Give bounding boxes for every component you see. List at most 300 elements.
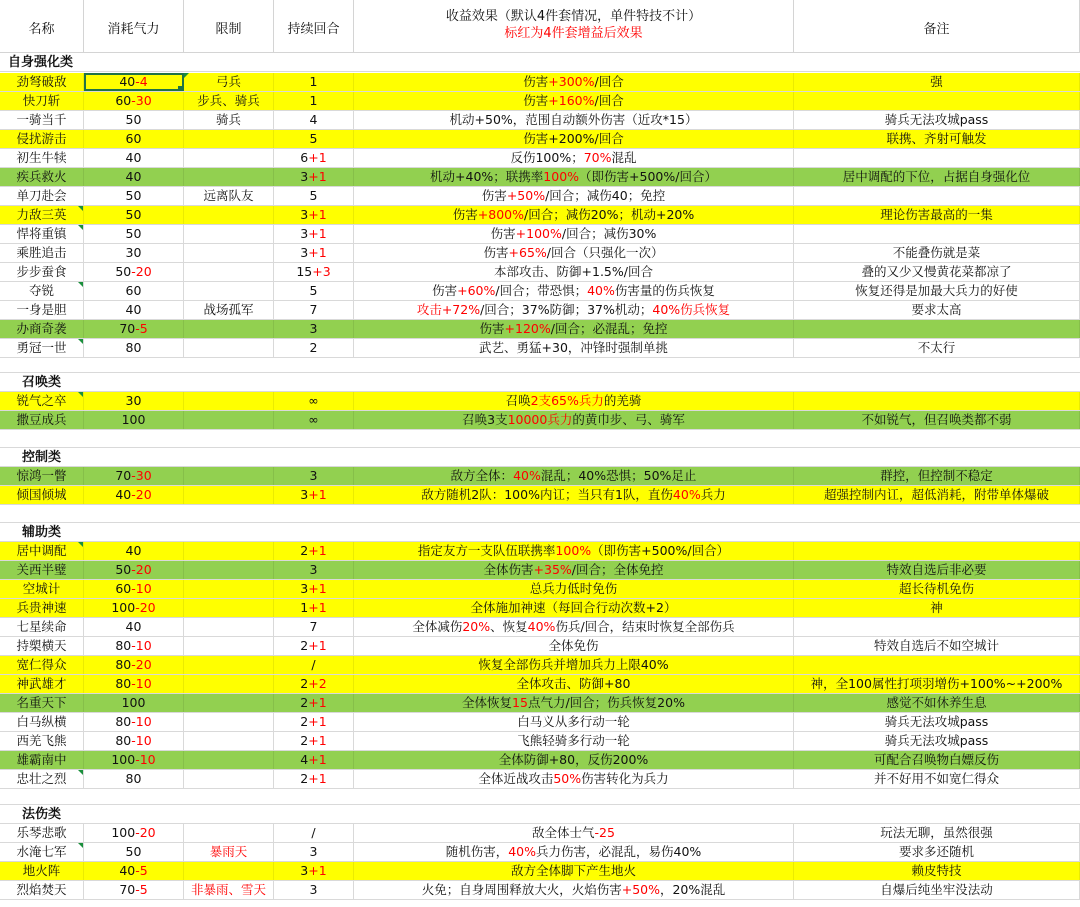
cell-text: 敌方全体脚下产生地火: [510, 863, 636, 878]
cell-duration[interactable]: [274, 881, 354, 899]
cell-effect[interactable]: [354, 73, 794, 91]
cell-cost[interactable]: [84, 149, 184, 167]
table-row[interactable]: [0, 843, 1080, 862]
cell-cost[interactable]: [84, 713, 184, 731]
cell-name[interactable]: [0, 130, 84, 148]
cell-note[interactable]: [794, 301, 1080, 319]
table-row[interactable]: [0, 392, 1080, 411]
cell-name[interactable]: [0, 732, 84, 750]
table-row[interactable]: [0, 111, 1080, 130]
red-bonus-text: 15: [512, 695, 528, 710]
cell-name[interactable]: [0, 694, 84, 712]
cell-name[interactable]: [0, 187, 84, 205]
cell-limit[interactable]: [184, 675, 274, 693]
cell-duration[interactable]: [274, 599, 354, 617]
table-row[interactable]: [0, 881, 1080, 900]
cell-note[interactable]: [794, 282, 1080, 300]
cell-name[interactable]: [0, 339, 84, 357]
col-header-duration[interactable]: 持续回合: [274, 0, 354, 52]
red-bonus-text: -10: [131, 581, 152, 596]
cell-cost[interactable]: [84, 675, 184, 693]
table-row[interactable]: [0, 168, 1080, 187]
cell-text: 伤害: [483, 245, 509, 260]
cell-limit[interactable]: [184, 862, 274, 880]
cell-limit[interactable]: [184, 656, 274, 674]
cell-duration[interactable]: [274, 751, 354, 769]
cell-note[interactable]: [794, 92, 1080, 110]
cell-cost[interactable]: [84, 561, 184, 579]
cell-limit[interactable]: [184, 694, 274, 712]
cell-cost[interactable]: [84, 751, 184, 769]
cell-duration[interactable]: [274, 637, 354, 655]
table-row[interactable]: [0, 862, 1080, 881]
comment-marker-icon[interactable]: [78, 339, 83, 344]
cell-cost[interactable]: [84, 881, 184, 899]
comment-marker-icon[interactable]: [78, 542, 83, 547]
cell-text: 全体施加神速（每回合行动次数+2）: [470, 600, 677, 615]
table-row[interactable]: [0, 618, 1080, 637]
cell-text: 2: [300, 638, 309, 653]
cell-note[interactable]: [794, 675, 1080, 693]
cell-duration[interactable]: [274, 392, 354, 410]
cell-limit[interactable]: [184, 467, 274, 485]
cell-name[interactable]: [0, 411, 84, 429]
cell-note[interactable]: [794, 751, 1080, 769]
cell-effect[interactable]: [354, 824, 794, 842]
cell-note[interactable]: [794, 168, 1080, 186]
cell-note[interactable]: [794, 130, 1080, 148]
cell-note[interactable]: [794, 694, 1080, 712]
cell-effect[interactable]: [354, 599, 794, 617]
cell-effect[interactable]: [354, 637, 794, 655]
comment-marker-icon[interactable]: [78, 843, 83, 848]
cell-effect[interactable]: [354, 675, 794, 693]
cell-effect[interactable]: [354, 149, 794, 167]
cell-effect[interactable]: [354, 130, 794, 148]
table-row[interactable]: [0, 824, 1080, 843]
table-row[interactable]: [0, 206, 1080, 225]
cell-cost[interactable]: [84, 320, 184, 338]
table-row[interactable]: [0, 713, 1080, 732]
cell-note[interactable]: [794, 411, 1080, 429]
cell-effect[interactable]: [354, 301, 794, 319]
cell-duration[interactable]: [274, 862, 354, 880]
table-row[interactable]: [0, 301, 1080, 320]
cell-duration[interactable]: [274, 580, 354, 598]
table-row[interactable]: [0, 187, 1080, 206]
cell-limit[interactable]: [184, 149, 274, 167]
cell-note[interactable]: [794, 73, 1080, 91]
cell-limit[interactable]: [184, 282, 274, 300]
cell-limit[interactable]: [184, 92, 274, 110]
cell-name[interactable]: [0, 92, 84, 110]
cell-effect[interactable]: [354, 542, 794, 560]
cell-name[interactable]: [0, 656, 84, 674]
cell-cost[interactable]: [84, 92, 184, 110]
cell-effect[interactable]: [354, 694, 794, 712]
cell-duration[interactable]: [274, 130, 354, 148]
cell-note[interactable]: [794, 732, 1080, 750]
cell-name[interactable]: [0, 843, 84, 861]
cell-note[interactable]: [794, 599, 1080, 617]
col-header-effect[interactable]: [354, 0, 794, 52]
col-header-cost[interactable]: 消耗气力: [84, 0, 184, 52]
cell-duration[interactable]: [274, 73, 354, 91]
cell-duration[interactable]: [274, 282, 354, 300]
cell-limit[interactable]: [184, 637, 274, 655]
cell-duration[interactable]: [274, 694, 354, 712]
red-bonus-text: -30: [131, 468, 152, 483]
cell-note[interactable]: [794, 263, 1080, 281]
cell-text: 5: [309, 283, 318, 298]
cell-name[interactable]: [0, 467, 84, 485]
cell-name[interactable]: [0, 599, 84, 617]
skill-name: 单刀赴会: [16, 188, 67, 203]
blank-row[interactable]: [0, 789, 1080, 805]
table-row[interactable]: [0, 751, 1080, 770]
cell-effect[interactable]: [354, 486, 794, 504]
cell-text: 伤害转化为兵力: [581, 771, 669, 786]
cell-note[interactable]: [794, 225, 1080, 243]
cell-effect[interactable]: [354, 862, 794, 880]
table-row[interactable]: [0, 599, 1080, 618]
cell-limit[interactable]: [184, 824, 274, 842]
cell-effect[interactable]: [354, 656, 794, 674]
cell-cost[interactable]: [84, 206, 184, 224]
cell-note[interactable]: [794, 392, 1080, 410]
cell-name[interactable]: [0, 206, 84, 224]
cell-effect[interactable]: [354, 467, 794, 485]
note-text: 特效自选后非必要: [886, 562, 987, 577]
cell-name[interactable]: [0, 618, 84, 636]
table-row[interactable]: [0, 73, 1080, 92]
cell-text: 随机伤害，: [445, 844, 509, 859]
cell-cost[interactable]: [84, 542, 184, 560]
cell-effect[interactable]: [354, 713, 794, 731]
cell-cost[interactable]: [84, 486, 184, 504]
cell-cost[interactable]: [84, 301, 184, 319]
comment-marker-icon[interactable]: [78, 206, 83, 211]
cell-note[interactable]: [794, 561, 1080, 579]
cell-name[interactable]: [0, 168, 84, 186]
table-row[interactable]: [0, 770, 1080, 789]
cell-effect[interactable]: [354, 561, 794, 579]
cell-limit[interactable]: [184, 411, 274, 429]
cell-name[interactable]: [0, 824, 84, 842]
cell-name[interactable]: [0, 320, 84, 338]
cell-name[interactable]: [0, 225, 84, 243]
table-row[interactable]: [0, 339, 1080, 358]
cell-effect[interactable]: [354, 618, 794, 636]
cell-note[interactable]: [794, 339, 1080, 357]
cell-limit[interactable]: [184, 542, 274, 560]
note-text: 要求多还随机: [898, 844, 974, 859]
cell-note[interactable]: [794, 111, 1080, 129]
cell-limit[interactable]: [184, 225, 274, 243]
cell-duration[interactable]: [274, 301, 354, 319]
section-self-buff[interactable]: [0, 53, 1080, 72]
cell-note[interactable]: [794, 770, 1080, 788]
cell-effect[interactable]: [354, 732, 794, 750]
table-row[interactable]: [0, 656, 1080, 675]
cell-note[interactable]: [794, 206, 1080, 224]
cell-name[interactable]: [0, 637, 84, 655]
cell-duration[interactable]: [274, 467, 354, 485]
cell-name[interactable]: [0, 73, 84, 91]
cell-duration[interactable]: [274, 675, 354, 693]
blank-row[interactable]: [0, 505, 1080, 523]
cell-cost[interactable]: [84, 168, 184, 186]
cell-effect[interactable]: [354, 770, 794, 788]
cell-duration[interactable]: [274, 843, 354, 861]
cell-effect[interactable]: [354, 320, 794, 338]
table-row[interactable]: [0, 675, 1080, 694]
cell-effect[interactable]: [354, 580, 794, 598]
cell-name[interactable]: [0, 881, 84, 899]
section-magic[interactable]: [0, 805, 1080, 824]
cell-cost[interactable]: [84, 656, 184, 674]
red-bonus-text: -4: [135, 74, 148, 89]
cell-cost[interactable]: [84, 411, 184, 429]
cell-note[interactable]: [794, 862, 1080, 880]
cell-limit[interactable]: [184, 770, 274, 788]
table-row[interactable]: [0, 244, 1080, 263]
cell-effect[interactable]: [354, 282, 794, 300]
red-bonus-text: +1: [308, 752, 327, 767]
cell-note[interactable]: [794, 824, 1080, 842]
cell-name[interactable]: [0, 770, 84, 788]
table-row[interactable]: [0, 561, 1080, 580]
cell-cost[interactable]: [84, 225, 184, 243]
cell-duration[interactable]: [274, 92, 354, 110]
cell-limit[interactable]: [184, 301, 274, 319]
cell-note[interactable]: [794, 843, 1080, 861]
cell-note[interactable]: [794, 467, 1080, 485]
cell-effect[interactable]: [354, 843, 794, 861]
cell-name[interactable]: [0, 675, 84, 693]
cell-note[interactable]: [794, 486, 1080, 504]
cell-limit[interactable]: [184, 244, 274, 262]
cell-effect[interactable]: [354, 111, 794, 129]
cell-limit[interactable]: [184, 339, 274, 357]
cell-effect[interactable]: [354, 225, 794, 243]
cell-cost[interactable]: [84, 618, 184, 636]
cell-duration[interactable]: [274, 732, 354, 750]
cell-cost[interactable]: [84, 843, 184, 861]
cell-text: 2: [300, 733, 309, 748]
cell-limit[interactable]: [184, 263, 274, 281]
cell-limit[interactable]: [184, 111, 274, 129]
cell-limit[interactable]: [184, 320, 274, 338]
cell-limit[interactable]: [184, 599, 274, 617]
cell-name[interactable]: [0, 244, 84, 262]
cell-text: 3: [309, 882, 318, 897]
table-row[interactable]: [0, 92, 1080, 111]
col-header-name[interactable]: 名称: [0, 0, 84, 52]
cell-cost[interactable]: [84, 862, 184, 880]
cell-duration[interactable]: [274, 713, 354, 731]
cell-duration[interactable]: [274, 168, 354, 186]
cell-limit[interactable]: [184, 881, 274, 899]
cell-note[interactable]: [794, 656, 1080, 674]
cell-cost[interactable]: [84, 339, 184, 357]
cell-name[interactable]: [0, 486, 84, 504]
blank-row[interactable]: [0, 358, 1080, 373]
cell-effect[interactable]: [354, 92, 794, 110]
section-label: 控制类: [22, 450, 62, 465]
col-header-limit[interactable]: 限制: [184, 0, 274, 52]
cell-cost[interactable]: [84, 282, 184, 300]
cell-effect[interactable]: [354, 206, 794, 224]
cell-limit[interactable]: [184, 751, 274, 769]
cell-name[interactable]: [0, 561, 84, 579]
cell-limit[interactable]: [184, 732, 274, 750]
cell-duration[interactable]: [274, 320, 354, 338]
cell-cost[interactable]: [84, 392, 184, 410]
cell-limit[interactable]: [184, 580, 274, 598]
cell-cost[interactable]: [84, 824, 184, 842]
cell-effect[interactable]: [354, 881, 794, 899]
cell-note[interactable]: [794, 320, 1080, 338]
skill-name: 疾兵救火: [16, 169, 67, 184]
cell-duration[interactable]: [274, 111, 354, 129]
cell-cost[interactable]: [84, 111, 184, 129]
cell-duration[interactable]: [274, 263, 354, 281]
cell-limit[interactable]: [184, 206, 274, 224]
table-row[interactable]: [0, 467, 1080, 486]
cell-text: 80: [115, 733, 132, 748]
cell-duration[interactable]: [274, 618, 354, 636]
comment-marker-icon[interactable]: [184, 73, 189, 78]
cell-effect[interactable]: [354, 263, 794, 281]
table-row[interactable]: [0, 694, 1080, 713]
cell-note[interactable]: [794, 637, 1080, 655]
cell-limit[interactable]: [184, 392, 274, 410]
cell-cost[interactable]: [84, 467, 184, 485]
cell-effect[interactable]: [354, 392, 794, 410]
cell-duration[interactable]: [274, 824, 354, 842]
cell-cost[interactable]: [84, 599, 184, 617]
skill-name: 一骑当千: [16, 112, 67, 127]
cell-note[interactable]: [794, 244, 1080, 262]
note-text: 居中调配的下位，占据自身强化位: [842, 169, 1031, 184]
comment-marker-icon[interactable]: [78, 225, 83, 230]
table-row[interactable]: [0, 282, 1080, 301]
blank-row[interactable]: [0, 430, 1080, 448]
section-summon[interactable]: [0, 373, 1080, 392]
cell-cost[interactable]: [84, 263, 184, 281]
cell-effect[interactable]: [354, 244, 794, 262]
cell-text: 1: [309, 74, 318, 89]
cell-duration[interactable]: [274, 561, 354, 579]
cell-note[interactable]: [794, 187, 1080, 205]
cell-limit[interactable]: [184, 130, 274, 148]
table-row[interactable]: [0, 542, 1080, 561]
cell-duration[interactable]: [274, 656, 354, 674]
table-row[interactable]: [0, 637, 1080, 656]
cell-limit[interactable]: [184, 713, 274, 731]
table-row[interactable]: [0, 225, 1080, 244]
comment-marker-icon[interactable]: [78, 770, 83, 775]
cell-duration[interactable]: [274, 244, 354, 262]
cell-cost[interactable]: [84, 244, 184, 262]
cell-limit[interactable]: [184, 618, 274, 636]
section-control[interactable]: [0, 448, 1080, 467]
cell-note[interactable]: [794, 618, 1080, 636]
table-row[interactable]: [0, 149, 1080, 168]
cell-name[interactable]: [0, 392, 84, 410]
cell-duration[interactable]: [274, 770, 354, 788]
cell-name[interactable]: [0, 751, 84, 769]
cell-limit[interactable]: [184, 843, 274, 861]
cell-duration[interactable]: [274, 411, 354, 429]
cell-name[interactable]: [0, 263, 84, 281]
col-header-note[interactable]: 备注: [794, 0, 1080, 52]
cell-name[interactable]: [0, 111, 84, 129]
cell-cost[interactable]: [84, 580, 184, 598]
cell-name[interactable]: [0, 713, 84, 731]
cell-name[interactable]: [0, 301, 84, 319]
cell-limit[interactable]: [184, 561, 274, 579]
cell-cost[interactable]: [84, 73, 184, 91]
cell-note[interactable]: [794, 881, 1080, 899]
cell-note[interactable]: [794, 149, 1080, 167]
cell-cost[interactable]: [84, 187, 184, 205]
comment-marker-icon[interactable]: [78, 392, 83, 397]
cell-duration[interactable]: [274, 187, 354, 205]
cell-duration[interactable]: [274, 149, 354, 167]
cell-note[interactable]: [794, 542, 1080, 560]
cell-duration[interactable]: [274, 486, 354, 504]
cell-duration[interactable]: [274, 206, 354, 224]
table-row[interactable]: [0, 411, 1080, 430]
cell-name[interactable]: [0, 862, 84, 880]
cell-cost[interactable]: [84, 732, 184, 750]
cell-cost[interactable]: [84, 637, 184, 655]
cell-limit[interactable]: [184, 73, 274, 91]
cell-limit[interactable]: [184, 168, 274, 186]
cell-effect[interactable]: [354, 168, 794, 186]
cell-effect[interactable]: [354, 339, 794, 357]
cell-effect[interactable]: [354, 751, 794, 769]
red-bonus-text: +3: [312, 264, 331, 279]
cell-name[interactable]: [0, 580, 84, 598]
cell-duration[interactable]: [274, 339, 354, 357]
cell-limit[interactable]: [184, 187, 274, 205]
table-row[interactable]: [0, 580, 1080, 599]
comment-marker-icon[interactable]: [78, 282, 83, 287]
section-support[interactable]: [0, 523, 1080, 542]
cell-cost[interactable]: [84, 770, 184, 788]
cell-name[interactable]: [0, 149, 84, 167]
table-row[interactable]: [0, 732, 1080, 751]
cell-duration[interactable]: [274, 225, 354, 243]
table-row[interactable]: [0, 486, 1080, 505]
cell-effect[interactable]: [354, 411, 794, 429]
cell-name[interactable]: [0, 282, 84, 300]
cell-duration[interactable]: [274, 542, 354, 560]
cell-name[interactable]: [0, 542, 84, 560]
cell-cost[interactable]: [84, 130, 184, 148]
table-row[interactable]: [0, 130, 1080, 149]
cell-cost[interactable]: [84, 694, 184, 712]
table-row[interactable]: [0, 263, 1080, 282]
cell-limit[interactable]: [184, 486, 274, 504]
cell-note[interactable]: [794, 713, 1080, 731]
cell-note[interactable]: [794, 580, 1080, 598]
cell-effect[interactable]: [354, 187, 794, 205]
table-row[interactable]: [0, 320, 1080, 339]
